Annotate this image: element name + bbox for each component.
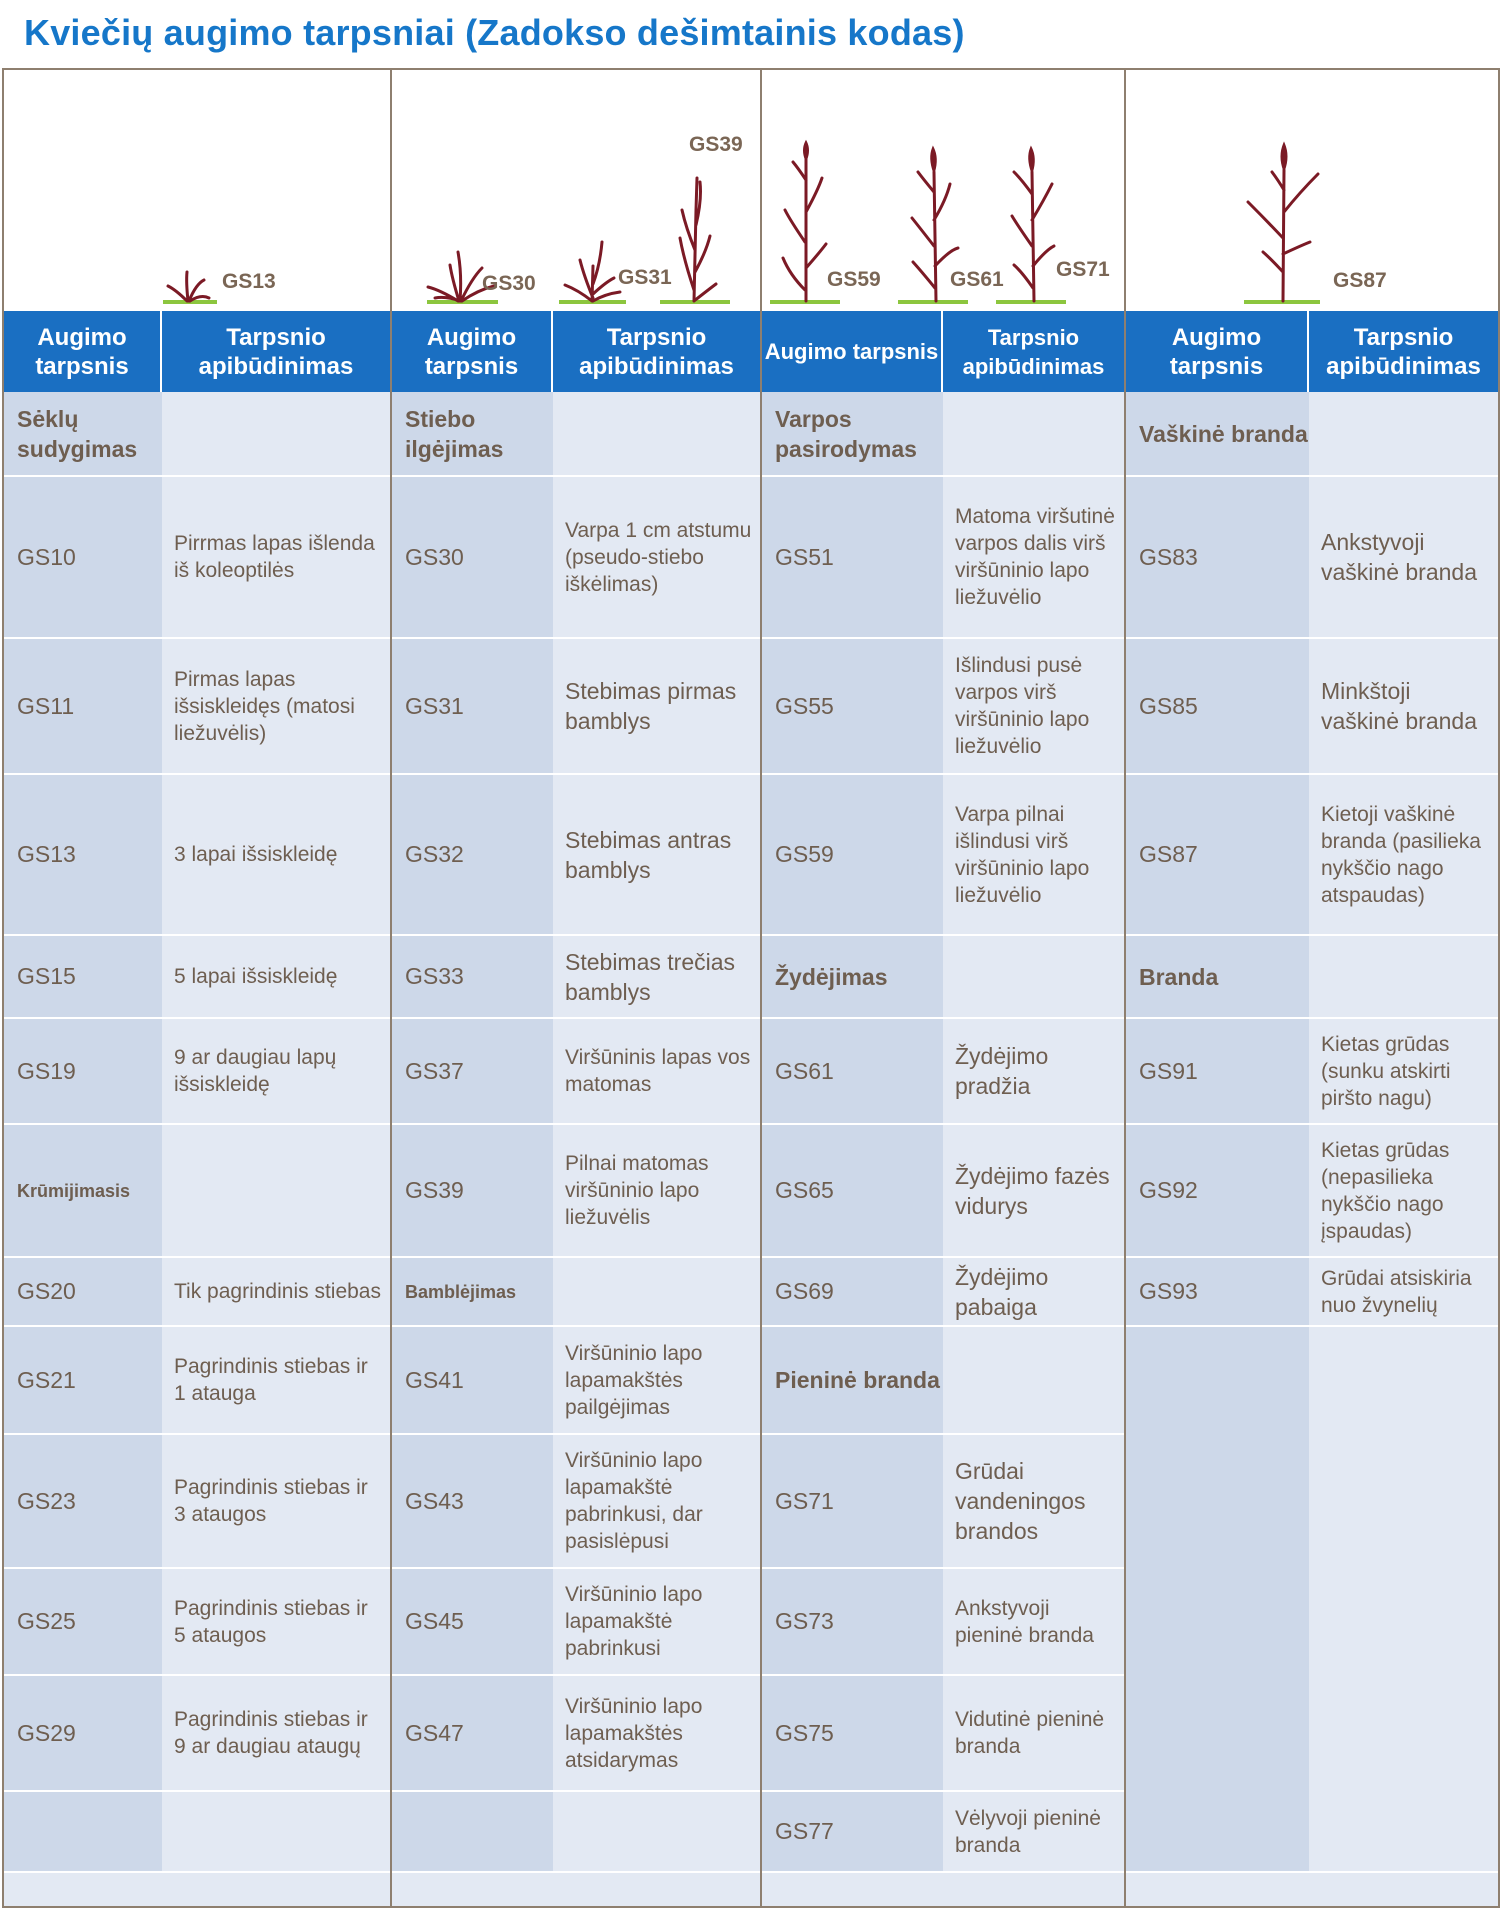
stage-description: Varpa 1 cm atstumu (pseudo-stiebo iškėlimas) <box>553 476 760 638</box>
row-divider <box>762 934 1124 936</box>
row-divider <box>762 475 1124 477</box>
row-divider <box>1126 637 1498 639</box>
row-divider <box>4 1674 390 1676</box>
stage-code: GS45 <box>392 1568 553 1675</box>
stage-description: Stebimas trečias bamblys <box>553 935 760 1018</box>
stage-code: GS61 <box>762 1018 943 1124</box>
stage-code: GS20 <box>4 1257 162 1326</box>
stage-description: Pirmas lapas išsiskleidęs (matosi liežuvėlis) <box>162 638 390 774</box>
stage-description: Viršūninio lapo lapamakštės atsidarymas <box>553 1675 760 1791</box>
stage-description: 5 lapai išsiskleidę <box>162 935 390 1018</box>
row-divider <box>392 773 760 775</box>
stage-code: GS30 <box>392 476 553 638</box>
row-divider <box>392 1790 760 1792</box>
row-divider <box>392 934 760 936</box>
stage-description: Viršūninio lapo lapamakštė pabrinkusi, dar pasislėpusi <box>553 1434 760 1568</box>
stage-code: GS32 <box>392 774 553 935</box>
row-divider <box>1126 1325 1498 1327</box>
stage-description <box>553 392 760 476</box>
header-code-col-1: Augimo tarpsnis <box>4 311 162 392</box>
row-divider <box>4 1017 390 1019</box>
stage-code: GS37 <box>392 1018 553 1124</box>
stage-description: Viršūninio lapo lapamakštė pabrinkusi <box>553 1568 760 1675</box>
stage-code: GS87 <box>1126 774 1309 935</box>
stage-code: GS33 <box>392 935 553 1018</box>
header-code-col-3: Augimo tarpsnis <box>762 311 943 392</box>
stage-description <box>943 935 1124 1018</box>
stage-code: GS75 <box>762 1675 943 1791</box>
stage-description: Viršūninio lapo lapamakštės pailgėjimas <box>553 1326 760 1434</box>
row-divider <box>1126 1256 1498 1258</box>
row-divider <box>762 1790 1124 1792</box>
row-divider <box>762 1433 1124 1435</box>
stage-code: GS65 <box>762 1124 943 1257</box>
empty-desc-cell <box>1309 1326 1498 1872</box>
stage-code: GS47 <box>392 1675 553 1791</box>
plant-gs31 <box>559 242 626 302</box>
row-divider <box>762 1674 1124 1676</box>
row-divider <box>392 637 760 639</box>
header-desc-col-2: Tarpsnio apibūdinimas <box>553 311 760 392</box>
stage-code <box>4 1791 162 1872</box>
header-code-col-4: Augimo tarpsnis <box>1126 311 1309 392</box>
stage-description: Pilnai matomas viršūninio lapo liežuvėlis <box>553 1124 760 1257</box>
row-divider <box>1126 1123 1498 1125</box>
stage-description <box>943 392 1124 476</box>
plant-label-gs31: GS31 <box>618 266 672 289</box>
stage-description: Pagrindinis stiebas ir 5 ataugos <box>162 1568 390 1675</box>
growth-stage-illustrations <box>0 60 1503 310</box>
stage-description <box>553 1257 760 1326</box>
stage-section-title: Pieninė branda <box>762 1326 943 1434</box>
stage-description: Ankstyvoji vaškinė branda <box>1309 476 1498 638</box>
row-divider <box>4 1790 390 1792</box>
stage-code: GS77 <box>762 1791 943 1872</box>
stage-section-title: Žydėjimas <box>762 935 943 1018</box>
stage-description: Kietas grūdas (nepasilieka nykščio nago įspaudas) <box>1309 1124 1498 1257</box>
stage-code: GS15 <box>4 935 162 1018</box>
stage-description: Stebimas pirmas bamblys <box>553 638 760 774</box>
stage-section-title: Branda <box>1126 935 1309 1018</box>
stage-code: GS25 <box>4 1568 162 1675</box>
row-divider <box>4 1433 390 1435</box>
stage-description: Minkštoji vaškinė branda <box>1309 638 1498 774</box>
stage-description: Tik pagrindinis stiebas <box>162 1257 390 1326</box>
row-divider <box>392 1256 760 1258</box>
stage-description: Pagrindinis stiebas ir 3 ataugos <box>162 1434 390 1568</box>
stage-code: GS19 <box>4 1018 162 1124</box>
row-divider <box>762 1123 1124 1125</box>
row-divider <box>4 1567 390 1569</box>
stage-description <box>162 392 390 476</box>
stage-code: GS11 <box>4 638 162 774</box>
row-divider <box>1126 1017 1498 1019</box>
row-divider <box>4 1256 390 1258</box>
stage-description: Pagrindinis stiebas ir 9 ar daugiau ataugų <box>162 1675 390 1791</box>
stage-description: Varpa pilnai išlindusi virš viršūninio lapo liežuvėlio <box>943 774 1124 935</box>
row-divider <box>4 475 390 477</box>
stage-code: GS41 <box>392 1326 553 1434</box>
stage-description <box>162 1124 390 1257</box>
stage-code: GS43 <box>392 1434 553 1568</box>
plant-label-gs13: GS13 <box>222 270 276 293</box>
stage-code: GS92 <box>1126 1124 1309 1257</box>
stage-section-title: Sėklų sudygimas <box>4 392 162 476</box>
plant-gs87 <box>1244 144 1320 302</box>
stage-code: GS83 <box>1126 476 1309 638</box>
row-divider <box>762 1871 1124 1873</box>
stage-code: GS31 <box>392 638 553 774</box>
stage-code: GS73 <box>762 1568 943 1675</box>
stage-description: Grūdai vandeningos brandos <box>943 1434 1124 1568</box>
stage-description: Kietoji vaškinė branda (pasilieka nykščio nago atspaudas) <box>1309 774 1498 935</box>
stage-description: Vidutinė pieninė branda <box>943 1675 1124 1791</box>
stage-section-title: Vaškinė branda <box>1126 392 1309 476</box>
stage-description: 3 lapai išsiskleidę <box>162 774 390 935</box>
stage-section-title: Krūmijimasis <box>4 1124 162 1257</box>
bottom-strip <box>392 1872 760 1906</box>
stage-description <box>943 1326 1124 1434</box>
stage-code: GS23 <box>4 1434 162 1568</box>
empty-code-cell <box>1126 1326 1309 1872</box>
bottom-strip <box>1126 1872 1498 1906</box>
stage-code: GS21 <box>4 1326 162 1434</box>
stage-description: Grūdai atsiskiria nuo žvynelių <box>1309 1257 1498 1326</box>
plant-label-gs61: GS61 <box>950 268 1004 291</box>
stage-description: Išlindusi pusė varpos virš viršūninio lapo liežuvėlio <box>943 638 1124 774</box>
plant-gs13 <box>163 272 217 302</box>
stage-section-title: Stiebo ilgėjimas <box>392 392 553 476</box>
plant-label-gs39: GS39 <box>689 133 743 156</box>
stage-description: Pagrindinis stiebas ir 1 atauga <box>162 1326 390 1434</box>
plant-label-gs59: GS59 <box>827 268 881 291</box>
stage-code: GS29 <box>4 1675 162 1791</box>
stage-code: GS71 <box>762 1434 943 1568</box>
row-divider <box>392 1871 760 1873</box>
stage-description: Pirrmas lapas išlenda iš koleoptilės <box>162 476 390 638</box>
row-divider <box>4 1871 390 1873</box>
row-divider <box>392 1567 760 1569</box>
row-divider <box>392 1674 760 1676</box>
stage-code: GS93 <box>1126 1257 1309 1326</box>
row-divider <box>392 1433 760 1435</box>
stage-description <box>1309 935 1498 1018</box>
stage-code: GS69 <box>762 1257 943 1326</box>
row-divider <box>762 1325 1124 1327</box>
plant-label-gs30: GS30 <box>482 272 536 295</box>
row-divider <box>4 1123 390 1125</box>
row-divider <box>762 1017 1124 1019</box>
stage-code: GS39 <box>392 1124 553 1257</box>
stage-code <box>392 1791 553 1872</box>
stage-description: Žydėjimo fazės vidurys <box>943 1124 1124 1257</box>
bottom-strip <box>762 1872 1124 1906</box>
stage-description <box>1309 392 1498 476</box>
stage-description: Kietas grūdas (sunku atskirti piršto nagu) <box>1309 1018 1498 1124</box>
stage-section-title: Bamblėjimas <box>392 1257 553 1326</box>
row-divider <box>4 934 390 936</box>
stage-description: Stebimas antras bamblys <box>553 774 760 935</box>
row-divider <box>392 1123 760 1125</box>
header-code-col-2: Augimo tarpsnis <box>392 311 553 392</box>
row-divider <box>1126 1871 1498 1873</box>
row-divider <box>762 637 1124 639</box>
row-divider <box>392 1325 760 1327</box>
stage-description: 9 ar daugiau lapų išsiskleidę <box>162 1018 390 1124</box>
row-divider <box>392 475 760 477</box>
row-divider <box>1126 475 1498 477</box>
row-divider <box>1126 773 1498 775</box>
stage-code: GS91 <box>1126 1018 1309 1124</box>
bottom-strip <box>4 1872 390 1906</box>
stage-description: Ankstyvoji pieninė branda <box>943 1568 1124 1675</box>
row-divider <box>4 637 390 639</box>
stage-code: GS51 <box>762 476 943 638</box>
row-divider <box>762 1567 1124 1569</box>
header-desc-col-4: Tarpsnio apibūdinimas <box>1309 311 1498 392</box>
row-divider <box>4 1325 390 1327</box>
row-divider <box>762 1256 1124 1258</box>
stage-description <box>162 1791 390 1872</box>
stage-description <box>553 1791 760 1872</box>
stage-code: GS85 <box>1126 638 1309 774</box>
stage-code: GS59 <box>762 774 943 935</box>
stage-description: Žydėjimo pabaiga <box>943 1257 1124 1326</box>
stage-description: Vėlyvoji pieninė branda <box>943 1791 1124 1872</box>
row-divider <box>1126 934 1498 936</box>
plant-label-gs71: GS71 <box>1056 258 1110 281</box>
stage-description: Viršūninis lapas vos matomas <box>553 1018 760 1124</box>
stage-code: GS55 <box>762 638 943 774</box>
page-title: Kviečių augimo tarpsniai (Zadokso dešimtainis kodas) <box>24 12 965 53</box>
header-desc-col-1: Tarpsnio apibūdinimas <box>162 311 390 392</box>
stage-section-title: Varpos pasirodymas <box>762 392 943 476</box>
plant-label-gs87: GS87 <box>1333 269 1387 292</box>
row-divider <box>4 773 390 775</box>
stage-description: Matoma viršutinė varpos dalis virš viršūninio lapo liežuvėlio <box>943 476 1124 638</box>
header-desc-col-3: Tarpsnio apibūdinimas <box>943 311 1124 392</box>
row-divider <box>762 773 1124 775</box>
stage-code: GS10 <box>4 476 162 638</box>
stage-description: Žydėjimo pradžia <box>943 1018 1124 1124</box>
stage-code: GS13 <box>4 774 162 935</box>
row-divider <box>392 1017 760 1019</box>
